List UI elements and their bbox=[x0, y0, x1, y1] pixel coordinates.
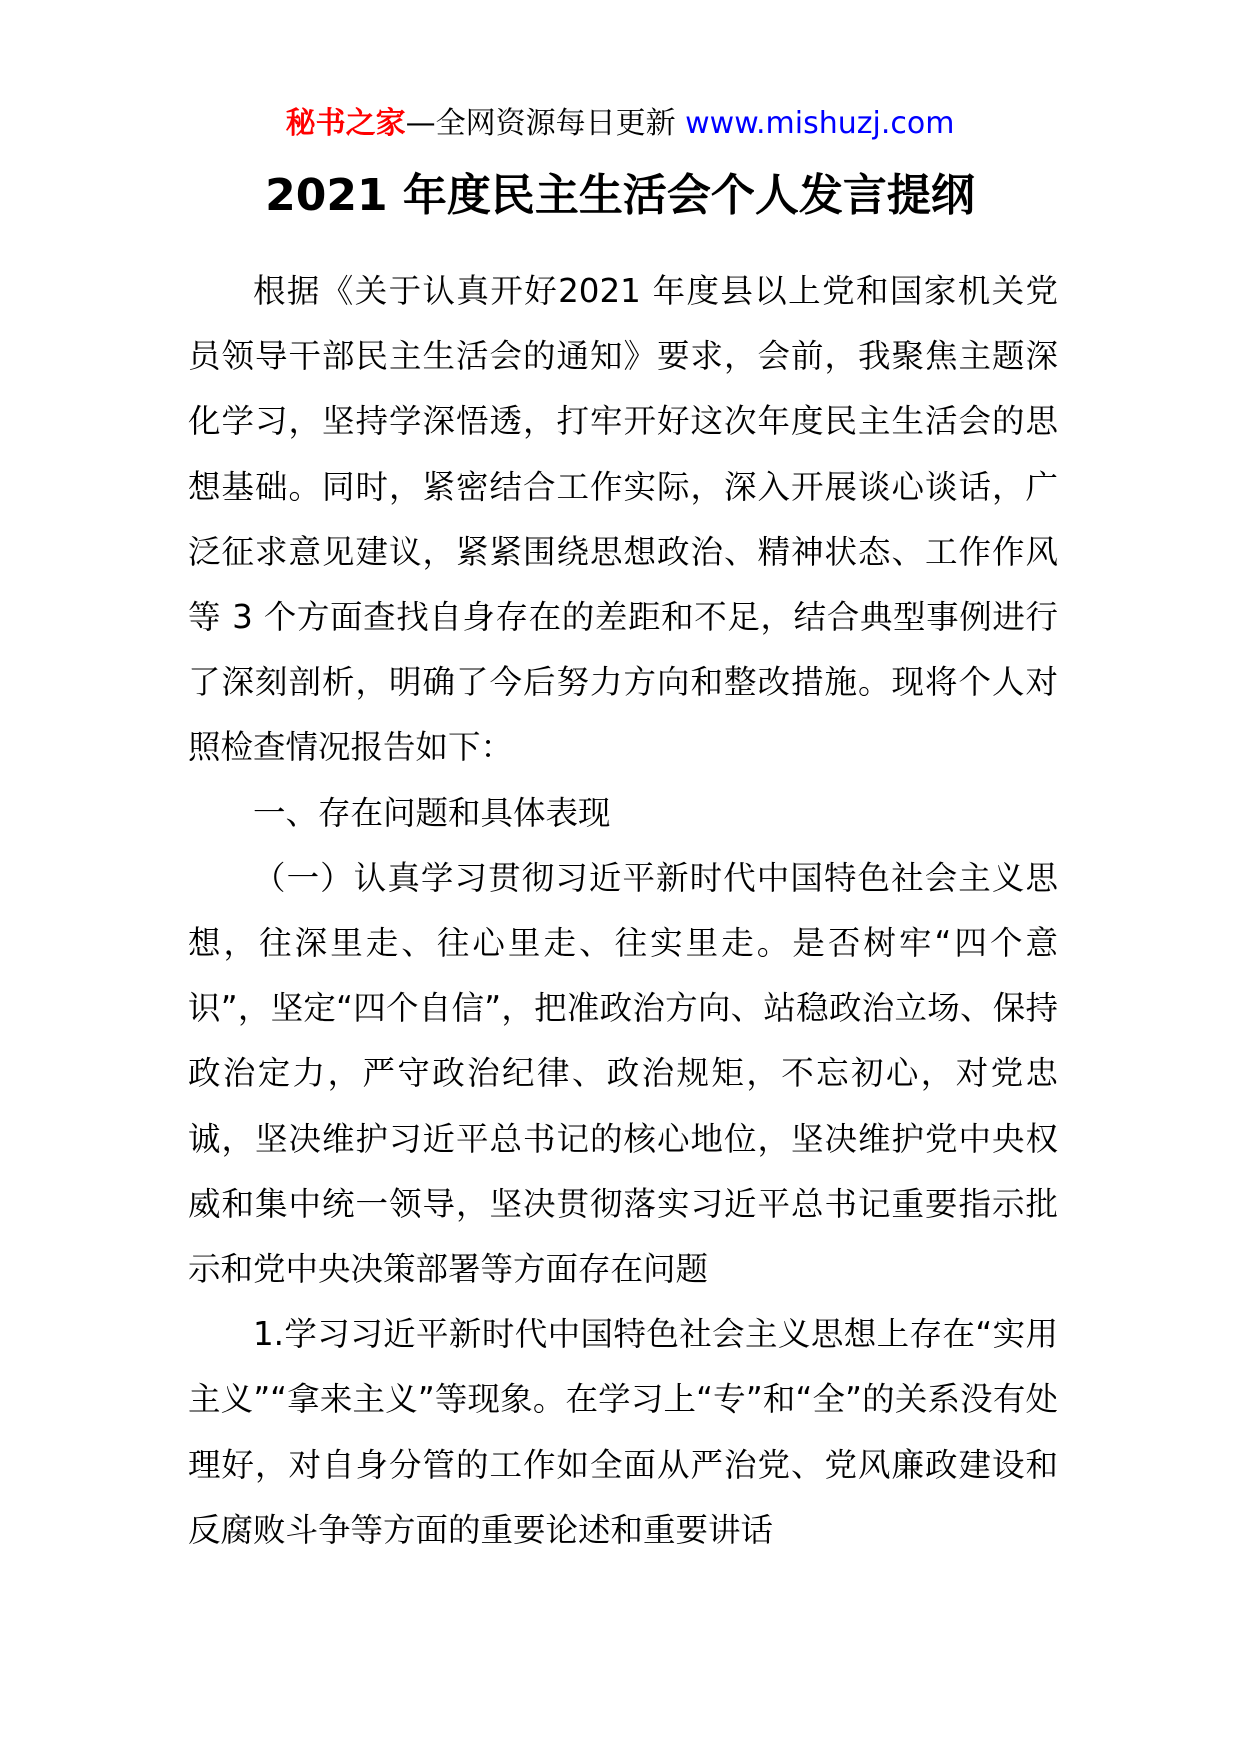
site-header bbox=[0, 104, 1240, 144]
header-tagline: —全网资源每日更新 bbox=[405, 106, 686, 141]
brand-name: 秘书之家 bbox=[285, 106, 406, 141]
subsection-heading: （一）认真学习贯彻习近平新时代中国特色社会主义思想，往深里走、往心里走、往实里走。是否树牢“四个意识”，坚定“四个自信”，把准政治方向、站稳政治立场、保持政治定力，严守政治纪律、政治规矩，不忘初心，对党忠诚，坚决维护习近平总书记的核心地位，坚决维护党中央权威和集中统一领导，坚决贯彻落实习近平总书记重要指示批示和党中央决策部署等方面存在问题 bbox=[188, 858, 1058, 1289]
paragraph-point-1: 1.学习习近平新时代中国特色社会主义思想上存在“实用主义”“拿来主义”等现象。在学习上“专”和“全”的关系没有处理好，对自身分管的工作如全面从严治党、党风廉政建设和反腐败斗争等方面的重要论述和重要讲话 bbox=[188, 1315, 1058, 1549]
site-url[interactable]: www.mishuzj.com bbox=[685, 106, 955, 141]
paragraph-intro: 根据《关于认真开好2021 年度县以上党和国家机关党员领导干部民主生活会的通知》要求，会前，我聚焦主题深化学习，坚持学深悟透，打牢开好这次年度民主生活会的思想基础。同时，紧密结合工作实际，深入开展谈心谈话，广泛征求意见建议，紧紧围绕思想政治、精神状态、工作作风等 3 个方面查找自身存在的差距和不足，结合典型事例进行了深刻剖析，明确了今后努力方向和整改措施。现将个人对照检查情况报告如下： bbox=[188, 272, 1058, 767]
document-title: 2021 年度民主生活会个人发言提纲 bbox=[265, 170, 975, 221]
document-body bbox=[188, 259, 1058, 1563]
section-heading: 一、存在问题和具体表现 bbox=[253, 793, 611, 832]
